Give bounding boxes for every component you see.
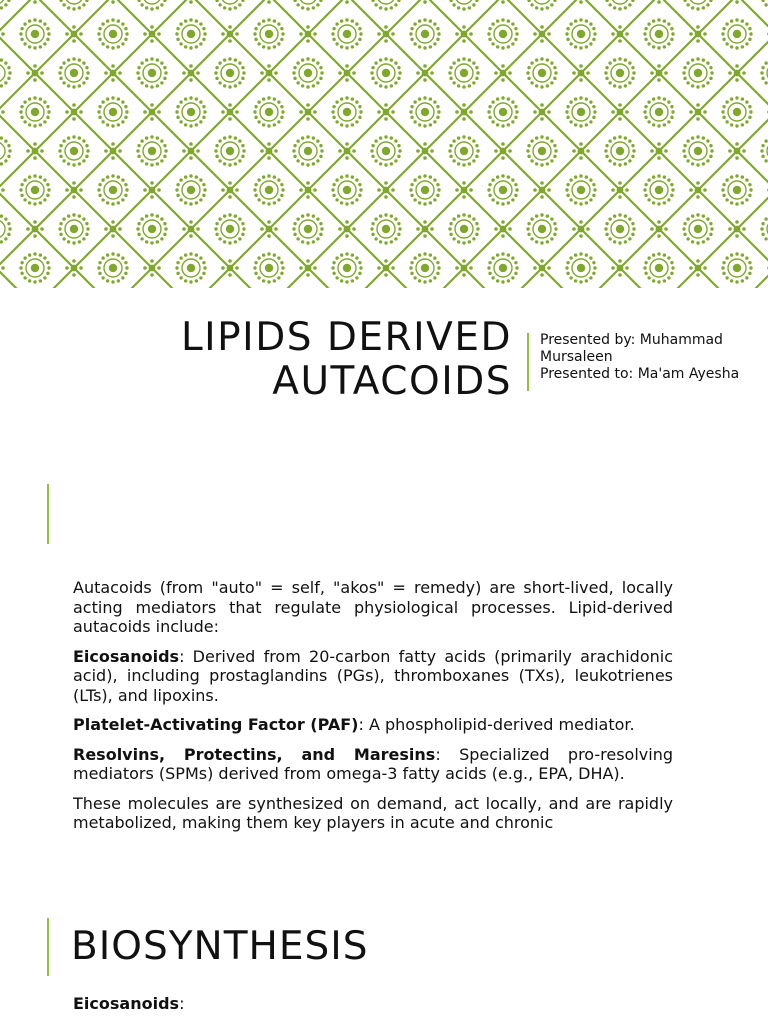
closing-paragraph: These molecules are synthesized on demand, act locally, and are rapidly metabolized, making them key players in acute and chronic — [73, 793, 673, 832]
slide2-accent-bar — [47, 484, 49, 544]
bullet-term: Platelet-Activating Factor (PAF) — [73, 715, 359, 734]
title-line-2: AUTACOIDS — [272, 359, 512, 404]
intro-paragraph: Autacoids (from "auto" = self, "akos" = remedy) are short-lived, locally acting mediators that regulate physiological processes. Lipid-derived autacoids include: — [73, 578, 673, 636]
decorative-pattern-banner — [0, 0, 768, 288]
bullet-text: : Derived from 20-carbon fatty acids (primarily arachidonic acid), including prostaglandins (PGs), thromboxanes (TXs), leukotrienes (LTs), and lipoxins. — [73, 646, 673, 705]
slide2-body — [73, 578, 673, 863]
sub-heading — [73, 994, 184, 1013]
bullet-text: : A phospholipid-derived mediator. — [358, 715, 635, 734]
presentation-title — [181, 316, 512, 404]
title-divider — [527, 333, 529, 391]
slide3-accent-bar — [47, 918, 49, 976]
sub-heading-colon: : — [179, 994, 185, 1013]
presenter-line-2: Mursaleen — [540, 349, 613, 365]
section-heading: BIOSYNTHESIS — [71, 924, 369, 969]
presenter-info — [540, 332, 739, 383]
bullet-item — [73, 647, 673, 706]
title-line-1: LIPIDS DERIVED — [180, 315, 512, 360]
bullet-text: : Specialized pro-resolving mediators (SPMs) derived from omega-3 fatty acids (e.g., EPA, DHA). — [73, 744, 673, 783]
bullet-term: Resolvins, Protectins, and Maresins — [73, 744, 436, 764]
bullet-item — [73, 715, 673, 735]
bullet-term: Eicosanoids — [73, 646, 180, 666]
presenter-line-3: Presented to: Ma'am Ayesha — [540, 366, 740, 382]
bullet-item — [73, 745, 673, 784]
presenter-line-1: Presented by: Muhammad — [540, 332, 723, 348]
sub-heading-term: Eicosanoids — [73, 994, 180, 1013]
